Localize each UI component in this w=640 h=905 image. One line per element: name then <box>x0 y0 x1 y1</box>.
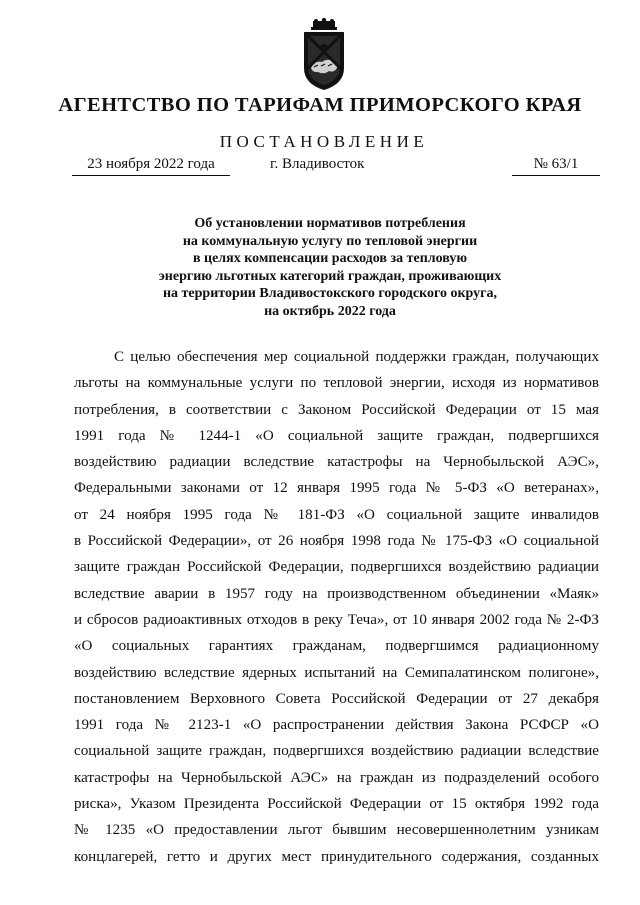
body-line: «О социальных гарантиях гражданам, подвергшимся радиационному <box>74 638 599 655</box>
document-type: ПОСТАНОВЛЕНИЕ <box>219 132 429 151</box>
body-line: воздействию радиации вследствие катастрофы на Чернобыльской АЭС», <box>74 454 599 471</box>
body-line: Федеральными законами от 12 января 1995 года № 5-ФЗ «О ветеранах», <box>74 480 599 497</box>
document-body <box>74 344 599 870</box>
body-line: постановлением Верховного Совета Российской Федерации от 27 декабря <box>74 690 599 707</box>
body-line: С целью обеспечения мер социальной поддержки граждан, получающих <box>114 349 599 365</box>
body-line: катастрофы на Чернобыльской АЭС» на граждан из подразделений особого <box>74 769 599 786</box>
title-line: в целях компенсации расходов за тепловую <box>192 251 468 267</box>
body-line: в Российской Федерации», от 26 ноября 1998 года № 175-ФЗ «О социальной <box>74 533 599 550</box>
body-line: воздействию вследствие ядерных испытаний на Семипалатинском полигоне», <box>74 664 599 681</box>
body-line: риска», Указом Президента Российской Федерации от 15 октября 1992 года <box>74 796 599 813</box>
document-number: № 63/1 <box>512 156 600 176</box>
body-line: от 24 ноября 1995 года № 181-ФЗ «О социальной защите инвалидов <box>74 506 599 523</box>
coat-of-arms-icon <box>296 18 352 94</box>
body-line: концлагерей, гетто и других мест принудительного содержания, созданных <box>74 848 599 865</box>
document-date: 23 ноября 2022 года <box>72 156 230 176</box>
title-line: на коммунальную услугу по тепловой энергии <box>182 233 478 249</box>
body-line: потребления, в соответствии с Законом Российской Федерации от 15 мая <box>74 401 599 418</box>
title-line: на октябрь 2022 года <box>264 303 396 319</box>
title-line: энергию льготных категорий граждан, проживающих <box>158 268 502 284</box>
body-line: 1991 года № 1244-1 «О социальной защите граждан, подвергшихся <box>74 427 599 444</box>
body-line: вследствие аварии в 1957 году на производственном объединении «Маяк» <box>74 585 599 602</box>
body-line: и сбросов радиоактивных отходов в реку Теча», от 10 января 2002 года № 2-ФЗ <box>74 611 599 628</box>
document-title <box>100 215 560 321</box>
document-city: г. Владивосток <box>270 156 365 172</box>
body-line: № 1235 «О предоставлении льгот бывшим несовершеннолетним узникам <box>74 822 599 839</box>
title-line: Об установлении нормативов потребления <box>194 216 466 231</box>
body-line: 1991 года № 2123-1 «О распространении действия Закона РСФСР «О <box>74 717 599 734</box>
agency-name: АГЕНТСТВО ПО ТАРИФАМ ПРИМОРСКОГО КРАЯ <box>58 94 582 116</box>
body-line: социальной защите граждан, подвергшихся воздействию радиации вследствие <box>74 743 599 760</box>
title-line: на территории Владивостокского городского округа, <box>162 286 498 302</box>
body-line: защите граждан Российской Федерации, подвергшихся воздействию радиации <box>74 559 599 576</box>
body-line: льготы на коммунальные услуги по тепловой энергии, исходя из нормативов <box>74 375 599 392</box>
